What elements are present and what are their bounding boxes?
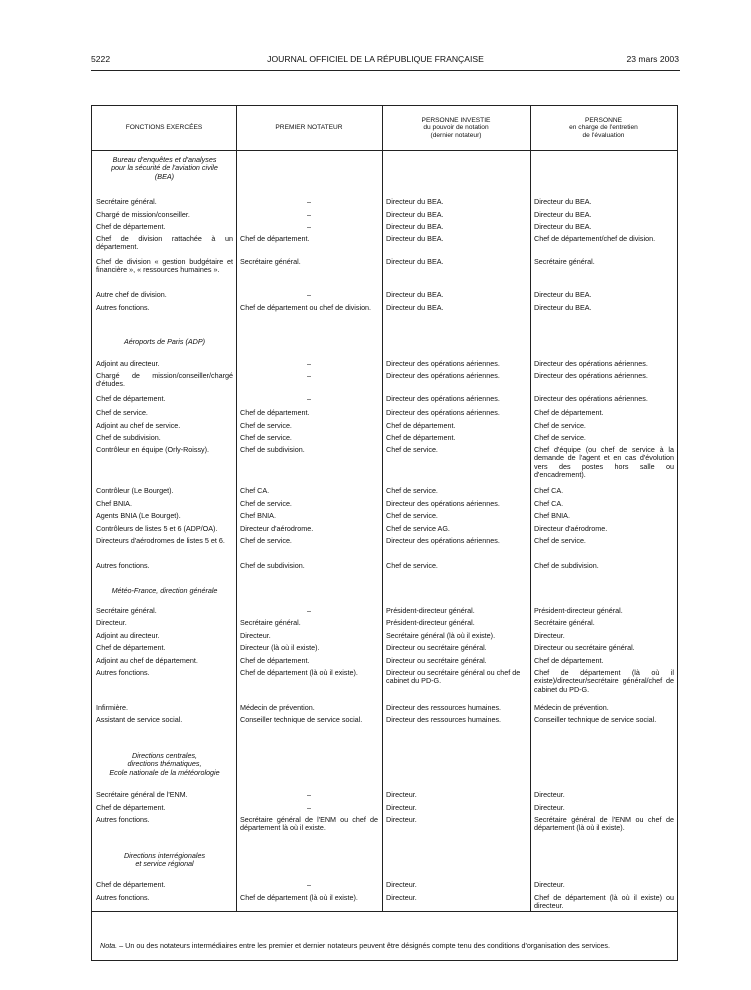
entretien-cell: Secrétaire général de l'ENM ou chef de département (là où il existe). [534, 815, 674, 833]
entretien-cell: Chef d'équipe (ou chef de service à la demande de l'agent et en cas d'évolution vers des postes hors salle ou d'encadrement). [534, 445, 674, 480]
section-title-line: directions thématiques, [127, 759, 202, 769]
premier-notateur-cell: – [307, 606, 311, 615]
fonction-cell: Chargé de mission/conseiller/chargé d'études. [96, 371, 233, 389]
fonction-cell: Chef de division « gestion budgétaire et financière », « ressources humaines ». [96, 257, 233, 275]
entretien-cell: Directeur. [534, 631, 565, 640]
fonction-cell: Assistant de service social. [96, 715, 183, 724]
premier-notateur-cell: Chef de département. [240, 656, 310, 665]
premier-notateur-cell: Chef CA. [240, 486, 270, 495]
premier-notateur-cell: Chef BNIA. [240, 511, 276, 520]
entretien-cell: Directeur. [534, 790, 565, 799]
fonction-cell: Chargé de mission/conseiller. [96, 210, 190, 219]
dernier-notateur-cell: Chef de service AG. [386, 524, 450, 533]
premier-notateur-cell: – [307, 197, 311, 206]
table-note [100, 941, 669, 950]
page-number: 5222 [91, 54, 111, 64]
premier-notateur-cell: Directeur. [240, 631, 271, 640]
fonction-cell: Chef de service. [96, 408, 148, 417]
premier-notateur-cell: Chef de service. [240, 536, 292, 545]
premier-notateur-cell: – [307, 222, 311, 231]
entretien-cell: Chef de département. [534, 656, 604, 665]
dernier-notateur-cell: Directeur des opérations aériennes. [386, 359, 500, 368]
dernier-notateur-cell: Directeur du BEA. [386, 210, 444, 219]
entretien-cell: Secrétaire général. [534, 618, 595, 627]
column-header-line: en charge de l'entretien [569, 124, 638, 132]
premier-notateur-cell: – [307, 880, 311, 889]
entretien-cell: Directeur des opérations aériennes. [534, 394, 648, 403]
dernier-notateur-cell: Directeur. [386, 893, 417, 902]
premier-notateur-cell: – [307, 790, 311, 799]
premier-notateur-cell: Médecin de prévention. [240, 703, 315, 712]
column-header [236, 106, 382, 150]
section-title-line: Ecole nationale de la météorologie [109, 767, 220, 777]
fonction-cell: Contrôleur (Le Bourget). [96, 486, 174, 495]
fonction-cell: Directeur. [96, 618, 127, 627]
section-title-line: Directions centrales, [131, 751, 198, 760]
entretien-cell: Directeur. [534, 803, 565, 812]
dernier-notateur-cell: Directeur. [386, 790, 417, 799]
entretien-cell: Directeur du BEA. [534, 303, 592, 312]
entretien-cell: Chef de département (là où il existe) ou directeur. [534, 893, 674, 911]
entretien-cell: Chef de département/chef de division. [534, 234, 656, 243]
premier-notateur-cell: Chef de subdivision. [240, 445, 305, 454]
column-header-line: du pouvoir de notation [423, 124, 489, 132]
section-title-line: (BEA) [154, 171, 175, 181]
note-text: – Un ou des notateurs intermédiaires entre les premier et dernier notateurs peuvent être désignés compte tenu des conditions d'organisation des services. [117, 941, 610, 950]
premier-notateur-cell: Chef de département (là où il existe). [240, 668, 358, 677]
entretien-cell: Chef de subdivision. [534, 561, 599, 570]
fonction-cell: Autres fonctions. [96, 893, 150, 902]
note-label: Nota. [100, 941, 118, 950]
premier-notateur-cell: Directeur (là où il existe). [240, 643, 320, 652]
dernier-notateur-cell: Secrétaire général (là où il existe). [386, 631, 496, 640]
premier-notateur-cell: – [307, 803, 311, 812]
fonction-cell: Contrôleur en équipe (Orly-Roissy). [96, 445, 210, 454]
dernier-notateur-cell: Chef de département. [386, 433, 456, 442]
journal-title: JOURNAL OFFICIEL DE LA RÉPUBLIQUE FRANÇAISE [267, 54, 484, 64]
entretien-cell: Directeur du BEA. [534, 210, 592, 219]
fonction-cell: Infirmière. [96, 703, 128, 712]
section-title [96, 587, 233, 595]
dernier-notateur-cell: Directeur du BEA. [386, 222, 444, 231]
entretien-cell: Président-directeur général. [534, 606, 623, 615]
entretien-cell: Directeur d'aérodrome. [534, 524, 608, 533]
entretien-cell: Secrétaire général. [534, 257, 595, 266]
fonction-cell: Chef de division rattachée à un département. [96, 234, 233, 252]
section-title-line: Météo-France, direction générale [111, 586, 218, 595]
column-header-line: PERSONNE [584, 116, 622, 124]
fonction-cell: Autres fonctions. [96, 303, 150, 312]
premier-notateur-cell: – [307, 359, 311, 368]
fonction-cell: Adjoint au directeur. [96, 631, 160, 640]
entretien-cell: Chef CA. [534, 486, 564, 495]
fonction-cell: Adjoint au chef de service. [96, 421, 181, 430]
dernier-notateur-cell: Directeur. [386, 880, 417, 889]
section-title [96, 852, 233, 869]
column-divider [382, 106, 383, 912]
entretien-cell: Directeur des opérations aériennes. [534, 371, 648, 380]
premier-notateur-cell: Secrétaire général. [240, 257, 301, 266]
section-title [96, 752, 233, 777]
column-header-line: FONCTIONS EXERCÉES [125, 124, 203, 132]
column-header-line: (dernier notateur) [430, 131, 482, 139]
fonction-cell: Autres fonctions. [96, 815, 150, 824]
premier-notateur-cell: Secrétaire général. [240, 618, 301, 627]
dernier-notateur-cell: Chef de service. [386, 511, 438, 520]
fonction-cell: Adjoint au chef de département. [96, 656, 198, 665]
fonction-cell: Autres fonctions. [96, 561, 150, 570]
column-header-line: de l'évaluation [582, 131, 625, 139]
premier-notateur-cell: Directeur d'aérodrome. [240, 524, 314, 533]
fonction-cell: Chef de département. [96, 880, 166, 889]
dernier-notateur-cell: Directeur ou secrétaire général ou chef de cabinet du PD-G. [386, 668, 521, 686]
premier-notateur-cell: – [307, 394, 311, 403]
fonction-cell: Chef de département. [96, 222, 166, 231]
header-divider [92, 150, 677, 151]
dernier-notateur-cell: Directeur du BEA. [386, 303, 444, 312]
entretien-cell: Chef de service. [534, 433, 586, 442]
section-title-line: Directions interrégionales [123, 851, 206, 860]
column-header [530, 106, 677, 150]
fonction-cell: Secrétaire général. [96, 606, 157, 615]
premier-notateur-cell: Chef de service. [240, 433, 292, 442]
section-title-line: pour la sécurité de l'aviation civile [111, 163, 218, 173]
column-header [92, 106, 236, 150]
entretien-cell: Chef de département. [534, 408, 604, 417]
fonction-cell: Chef de département. [96, 394, 166, 403]
note-divider [92, 911, 677, 912]
dernier-notateur-cell: Directeur ou secrétaire général. [386, 643, 487, 652]
dernier-notateur-cell: Directeur du BEA. [386, 257, 444, 266]
dernier-notateur-cell: Directeur des opérations aériennes. [386, 394, 500, 403]
dernier-notateur-cell: Directeur des opérations aériennes. [386, 371, 500, 380]
dernier-notateur-cell: Directeur. [386, 815, 417, 824]
section-title-line: Aéroports de Paris (ADP) [123, 337, 206, 346]
section-title-line: et service régional [135, 859, 194, 869]
fonction-cell: Chef BNIA. [96, 499, 132, 508]
column-header-line: PERSONNE INVESTIE [421, 116, 491, 124]
dernier-notateur-cell: Chef de département. [386, 421, 456, 430]
header-rule [91, 70, 680, 71]
fonction-cell: Autres fonctions. [96, 668, 150, 677]
premier-notateur-cell: Chef de département. [240, 234, 310, 243]
premier-notateur-cell: Secrétaire général de l'ENM ou chef de département là où il existe. [240, 815, 378, 833]
entretien-cell: Directeur ou secrétaire général. [534, 643, 635, 652]
fonction-cell: Chef de département. [96, 803, 166, 812]
column-header [382, 106, 530, 150]
fonction-cell: Secrétaire général. [96, 197, 157, 206]
dernier-notateur-cell: Chef de service. [386, 486, 438, 495]
fonction-cell: Secrétaire général de l'ENM. [96, 790, 188, 799]
entretien-cell: Chef BNIA. [534, 511, 570, 520]
fonction-cell: Contrôleurs de listes 5 et 6 (ADP/OA). [96, 524, 218, 533]
fonction-cell: Chef de subdivision. [96, 433, 161, 442]
dernier-notateur-cell: Directeur des ressources humaines. [386, 715, 502, 724]
section-title-line: Bureau d'enquêtes et d'analyses [112, 155, 217, 164]
column-divider [236, 106, 237, 912]
dernier-notateur-cell: Directeur du BEA. [386, 290, 444, 299]
dernier-notateur-cell: Directeur des ressources humaines. [386, 703, 502, 712]
entretien-cell: Chef de service. [534, 421, 586, 430]
section-title [96, 338, 233, 346]
entretien-cell: Médecin de prévention. [534, 703, 609, 712]
premier-notateur-cell: Chef de service. [240, 499, 292, 508]
entretien-cell: Chef de service. [534, 536, 586, 545]
premier-notateur-cell: – [307, 210, 311, 219]
entretien-cell: Directeur des opérations aériennes. [534, 359, 648, 368]
dernier-notateur-cell: Directeur du BEA. [386, 197, 444, 206]
entretien-cell: Conseiller technique de service social. [534, 715, 657, 724]
dernier-notateur-cell: Directeur des opérations aériennes. [386, 499, 500, 508]
fonction-cell: Autre chef de division. [96, 290, 167, 299]
entretien-cell: Directeur du BEA. [534, 197, 592, 206]
premier-notateur-cell: – [307, 290, 311, 299]
premier-notateur-cell: Chef de service. [240, 421, 292, 430]
dernier-notateur-cell: Directeur des opérations aériennes. [386, 408, 500, 417]
dernier-notateur-cell: Chef de service. [386, 445, 438, 454]
premier-notateur-cell: Conseiller technique de service social. [240, 715, 363, 724]
premier-notateur-cell: Chef de département ou chef de division. [240, 303, 372, 312]
dernier-notateur-cell: Président-directeur général. [386, 618, 475, 627]
dernier-notateur-cell: Directeur des opérations aériennes. [386, 536, 500, 545]
section-title [96, 156, 233, 181]
entretien-cell: Chef de département (là où il existe)/directeur/secrétaire général/chef de cabinet du PD-G. [534, 668, 674, 694]
dernier-notateur-cell: Directeur. [386, 803, 417, 812]
notation-table [91, 105, 678, 961]
entretien-cell: Chef CA. [534, 499, 564, 508]
premier-notateur-cell: Chef de département (là où il existe). [240, 893, 358, 902]
dernier-notateur-cell: Directeur ou secrétaire général. [386, 656, 487, 665]
premier-notateur-cell: Chef de département. [240, 408, 310, 417]
entretien-cell: Directeur du BEA. [534, 290, 592, 299]
entretien-cell: Directeur. [534, 880, 565, 889]
fonction-cell: Chef de département. [96, 643, 166, 652]
dernier-notateur-cell: Président-directeur général. [386, 606, 475, 615]
column-header-line: PREMIER NOTATEUR [275, 124, 343, 132]
dernier-notateur-cell: Chef de service. [386, 561, 438, 570]
publication-date: 23 mars 2003 [626, 54, 679, 64]
premier-notateur-cell: Chef de subdivision. [240, 561, 305, 570]
column-divider [530, 106, 531, 912]
entretien-cell: Directeur du BEA. [534, 222, 592, 231]
premier-notateur-cell: – [307, 371, 311, 380]
fonction-cell: Adjoint au directeur. [96, 359, 160, 368]
dernier-notateur-cell: Directeur du BEA. [386, 234, 444, 243]
fonction-cell: Directeurs d'aérodromes de listes 5 et 6. [96, 536, 225, 545]
fonction-cell: Agents BNIA (Le Bourget). [96, 511, 181, 520]
